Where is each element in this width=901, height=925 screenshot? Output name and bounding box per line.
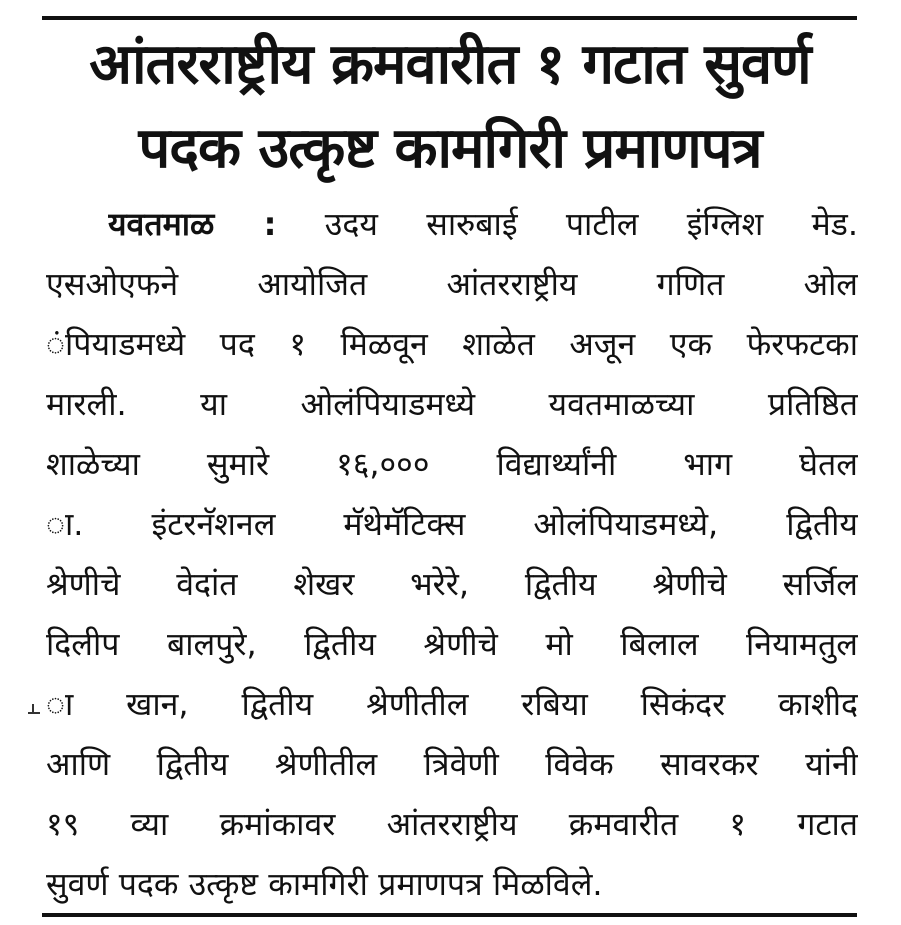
article-line-4: मारली. या ओलंपियाडमध्ये यवतमाळच्या प्रतिष्ठित (46, 385, 858, 423)
dateline: यवतमाळ : (108, 205, 277, 243)
article-line-2: एसओएफने आयोजित आंतरराष्ट्रीय गणित ओल (46, 265, 858, 303)
article-line-1 (108, 196, 858, 252)
article-line-7: श्रेणीचे वेदांत शेखर भरेरे, द्वितीय श्रेणीचे सर्जिल (46, 565, 858, 603)
article-line-6: ा. इंटरनॅशनल मॅथेमॅटिक्स ओलंपियाडमध्ये, द्वितीय (46, 505, 858, 543)
article-line-12: सुवर्ण पदक उत्कृष्ट कामगिरी प्रमाणपत्र मिळविले. (46, 865, 603, 903)
article-line-9: ा खान, द्वितीय श्रेणीतील रबिया सिकंदर काशीद (46, 685, 858, 723)
print-mark-stem (32, 704, 34, 714)
headline-line-1: आंतरराष्ट्रीय क्रमवारीत १ गटात सुवर्ण (89, 32, 811, 97)
article-line-1-text: उदय सारुबाई पाटील इंग्लिश मेड. (324, 205, 858, 243)
article-line-11: १९ व्या क्रमांकावर आंतरराष्ट्रीय क्रमवारीत १ गटात (46, 805, 858, 843)
article-line-8: दिलीप बालपुरे, द्वितीय श्रेणीचे मो बिलाल नियामतुल (46, 625, 858, 663)
headline-line-2: पदक उत्कृष्ट कामगिरी प्रमाणपत्र (138, 116, 762, 181)
article-line-10: आणि द्वितीय श्रेणीतील त्रिवेणी विवेक सावरकर यांनी (46, 745, 858, 783)
top-rule (42, 16, 857, 20)
print-mark (28, 712, 40, 714)
article-line-3: ंपियाडमध्ये पद १ मिळवून शाळेत अजून एक फेरफटका (46, 325, 858, 363)
article-line-5: शाळेच्या सुमारे १६,००० विद्यार्थ्यांनी भाग घेतल (46, 445, 858, 483)
bottom-rule (42, 913, 857, 917)
